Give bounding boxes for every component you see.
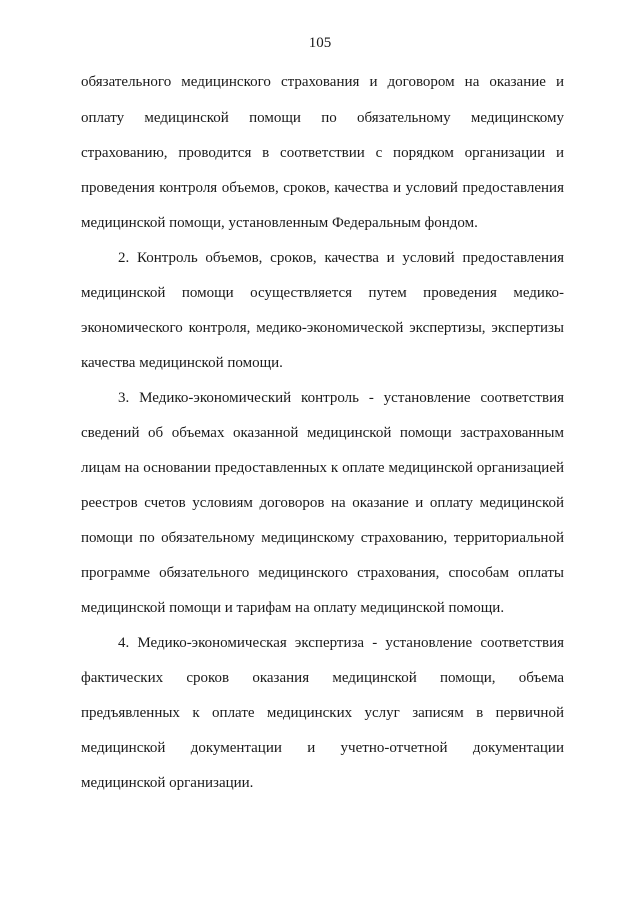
text-line: экономического контроля, медико-экономической экспертизы, экспертизы	[81, 320, 564, 336]
text-line: 4. Медико-экономическая экспертиза - установление соответствия	[118, 635, 564, 651]
text-line: сведений об объемах оказанной медицинской помощи застрахованным	[81, 425, 564, 441]
text-line: оплату медицинской помощи по обязательному медицинскому	[81, 110, 564, 126]
text-line: медицинской организации.	[81, 775, 254, 791]
text-line: реестров счетов условиям договоров на оказание и оплату медицинской	[81, 495, 564, 511]
text-line: 2. Контроль объемов, сроков, качества и условий предоставления	[118, 250, 564, 266]
text-line: программе обязательного медицинского страхования, способам оплаты	[81, 565, 564, 581]
text-line: 3. Медико-экономический контроль - установление соответствия	[118, 390, 564, 406]
text-line: фактических сроков оказания медицинской помощи, объема	[81, 670, 564, 686]
text-line: медицинской помощи и тарифам на оплату медицинской помощи.	[81, 600, 505, 616]
text-line: проведения контроля объемов, сроков, качества и условий предоставления	[81, 180, 564, 196]
text-line: медицинской помощи осуществляется путем проведения медико-	[81, 285, 564, 301]
text-line: обязательного медицинского страхования и договором на оказание и	[81, 74, 564, 90]
page-number: 105	[308, 35, 332, 51]
text-line: помощи по обязательному медицинскому страхованию, территориальной	[81, 530, 564, 546]
text-line: качества медицинской помощи.	[81, 355, 283, 371]
text-line: медицинской документации и учетно-отчетной документации	[81, 740, 564, 756]
text-line: предъявленных к оплате медицинских услуг записям в первичной	[81, 705, 564, 721]
text-line: лицам на основании предоставленных к оплате медицинской организацией	[81, 460, 564, 476]
text-line: страхованию, проводится в соответствии с порядком организации и	[81, 145, 564, 161]
text-line: медицинской помощи, установленным Федеральным фондом.	[81, 215, 478, 231]
